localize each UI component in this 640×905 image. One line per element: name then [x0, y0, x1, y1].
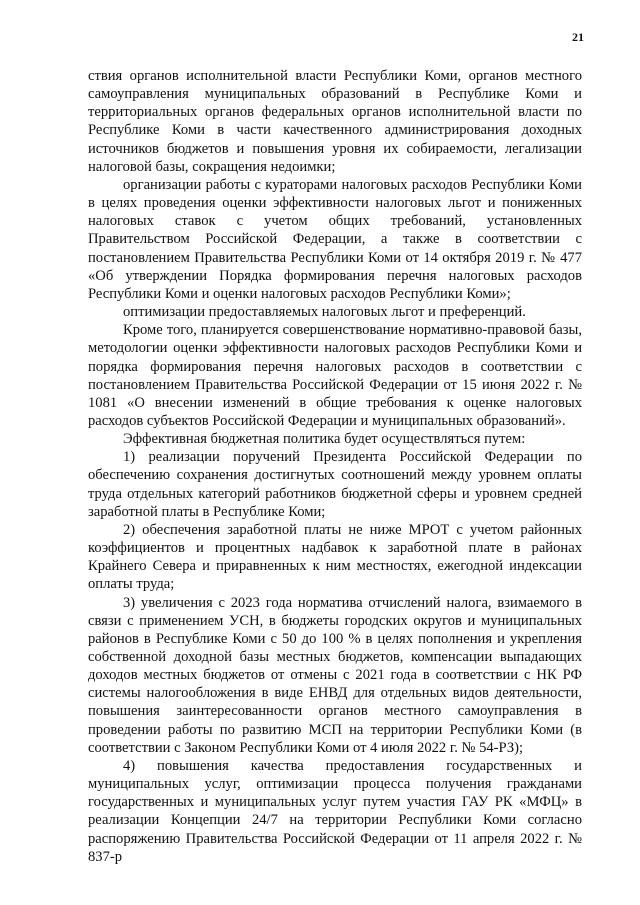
paragraph-curators: организации работы с кураторами налоговых расходов Республики Коми в целях проведения оценки эффективности налоговых льгот и пониженных налоговых ставок с учетом общих требований, установленных Правительством Российской Федерации, а также в соответствии с постановлением Правительства Республики Коми от 14 октября 2019 г. № 477 «Об утверждении Порядка формирования перечня налоговых расходов Республики Коми и оценки налоговых расходов Республики Коми»;: [88, 176, 582, 302]
page-number: 21: [572, 30, 584, 44]
paragraph-improvement: Кроме того, планируется совершенствование нормативно-правовой базы, методологии оценки эффективности налоговых расходов Республики Коми и порядка формирования перечня налоговых расходов в соответствии с постановлением Правительства Российской Федерации от 15 июня 2022 г. № 1081 «О внесении изменений в общие требования к оценке налоговых расходов субъектов Российской Федерации и муниципальных образований».: [88, 322, 582, 429]
document-body: [88, 67, 582, 866]
paragraph-continuation: ствия органов исполнительной власти Республики Коми, органов местного самоуправления муниципальных образований в Республике Коми и территориальных органов федеральных органов исполнительной власти по Республике Коми в части качественного администрирования доходных источников бюджетов и повышения уровня их собираемости, легализации налоговой базы, сокращения недоимки;: [88, 68, 582, 175]
list-item-4: 4) повышения качества предоставления государственных и муниципальных услуг, оптимизации процесса получения гражданами государственных и муниципальных услуг путем участия ГАУ РК «МФЦ» в реализации Концепции 24/7 на территории Республики Коми согласно распоряжению Правительства Российской Федерации от 11 апреля 2022 г. № 837-р: [88, 757, 582, 865]
paragraph-budget-policy-intro: Эффективная бюджетная политика будет осуществляться путем:: [123, 431, 526, 448]
list-item-1: 1) реализации поручений Президента Российской Федерации по обеспечению сохранения достигнутых соотношений между уровнем оплаты труда отдельных категорий работников бюджетной сферы и уровнем средней заработной платы в Республике Коми;: [88, 449, 582, 520]
list-item-3: 3) увеличения с 2023 года норматива отчислений налога, взимаемого в связи с применением УСН, в бюджеты городских округов и муниципальных районов в Республике Коми с 50 до 100 % в целях пополнения и укрепления собственной доходной базы местных бюджетов, компенсации выпадающих доходов местных бюджетов от отмены с 2021 года в соответствии с НК РФ системы налогообложения в виде ЕНВД для отдельных видов деятельности, повышения заинтересованности органов местного самоуправления в проведении работы по развитию МСП на территории Республики Коми (в соответствии с Законом Республики Коми от 4 июля 2022 г. № 54-РЗ);: [88, 594, 582, 756]
list-item-2: 2) обеспечения заработной платы не ниже МРОТ с учетом районных коэффициентов и процентных надбавок к заработной плате в районах Крайнего Севера и приравненных к ним местностях, ежегодной индексации оплаты труда;: [88, 521, 582, 593]
paragraph-optimization: оптимизации предоставляемых налоговых льгот и преференций.: [123, 304, 526, 321]
